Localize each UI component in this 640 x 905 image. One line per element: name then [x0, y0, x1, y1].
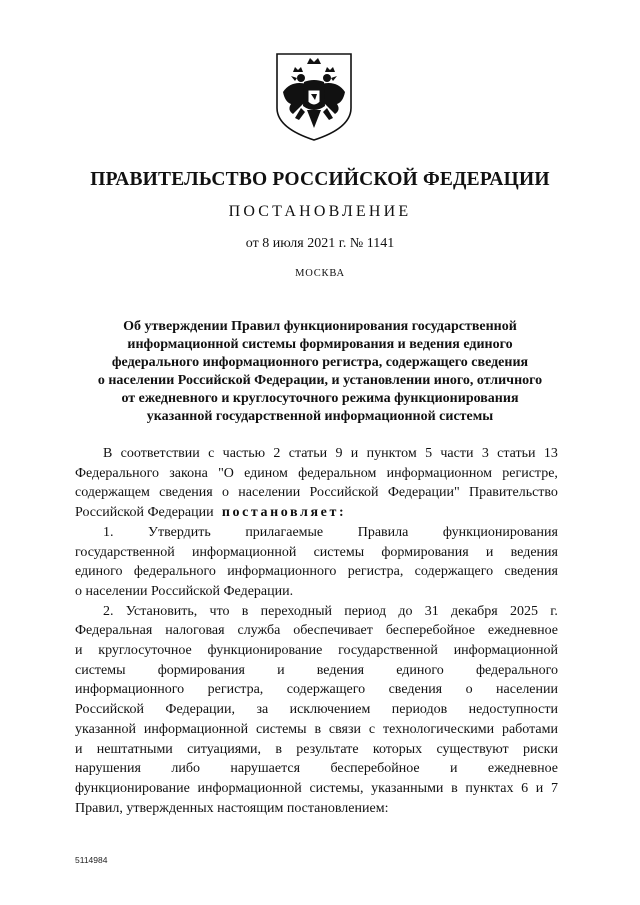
word: 2.	[103, 603, 114, 619]
word: о	[465, 682, 473, 698]
word: и	[277, 662, 285, 678]
heading-line: указанной государственной информационной системы	[146, 409, 494, 424]
word: и	[350, 446, 359, 461]
word: работами	[501, 721, 558, 737]
word: содержащего	[286, 682, 366, 698]
word: населении	[238, 485, 301, 501]
body-line	[75, 523, 558, 543]
word: сведения	[159, 485, 213, 501]
body-line	[75, 680, 558, 700]
word: риски	[522, 741, 558, 757]
decree-word: постановляет:	[221, 505, 347, 521]
word: пунктом	[366, 446, 417, 461]
body-line	[75, 740, 558, 760]
word: статьи	[288, 446, 328, 461]
word: содержащего	[414, 564, 494, 580]
word: прилагаемые	[245, 524, 324, 540]
word: системы	[313, 544, 365, 560]
body-text: Правил, утвержденных настоящим постановлением:	[75, 800, 389, 816]
word: результате	[296, 741, 359, 757]
body-line	[75, 661, 558, 681]
heading-line: федерального информационного регистра, содержащего сведения	[111, 355, 529, 370]
word: 2025	[509, 603, 538, 619]
word: системы	[256, 721, 307, 737]
word: 13	[543, 446, 558, 461]
word: технологическими	[382, 721, 495, 737]
word: ежедневное	[487, 623, 558, 639]
word: налоговая	[165, 623, 225, 639]
word: части	[440, 446, 474, 461]
body-line	[75, 582, 558, 602]
word: системы	[75, 662, 126, 678]
word: Правительство	[468, 485, 558, 501]
word: в	[314, 721, 322, 737]
word: соответствии	[120, 446, 200, 461]
resolution-heading	[60, 318, 580, 426]
word: что	[209, 603, 230, 619]
word: указанной	[75, 721, 137, 737]
word: и	[450, 761, 458, 777]
word: формирования	[157, 662, 245, 678]
word: информационной	[143, 721, 249, 737]
word: статьи	[497, 446, 536, 461]
word: информационной	[192, 544, 297, 560]
word: в	[275, 741, 282, 757]
word: частью	[222, 446, 266, 461]
word: информационной	[453, 643, 558, 659]
body-line	[75, 759, 558, 779]
word: 5	[425, 446, 433, 461]
word: федерального	[475, 662, 558, 678]
word: 31	[424, 603, 439, 619]
heading-line: от ежедневного и круглосуточного режима функционирования	[121, 391, 519, 406]
word: федеральном	[298, 465, 377, 481]
word: единого	[396, 662, 444, 678]
russian-coat-of-arms-icon	[271, 50, 357, 142]
word: Правила	[357, 524, 409, 540]
word: Российской	[75, 702, 144, 718]
word: 2	[273, 446, 281, 461]
heading-line: о населении Российской Федерации, и установлении иного, отличного	[97, 373, 543, 388]
word: декабря	[451, 603, 498, 619]
word: едином	[244, 465, 288, 481]
word: информационного	[227, 564, 337, 580]
word: связи	[328, 721, 362, 737]
word: ситуациями,	[187, 741, 262, 757]
word: и	[485, 544, 494, 560]
word: до	[398, 603, 413, 619]
word: 1.	[103, 524, 114, 540]
word: и	[75, 741, 83, 757]
body-line	[75, 621, 558, 641]
word: содержащем	[75, 485, 150, 501]
word: нештатными	[96, 741, 173, 757]
body-line	[75, 602, 558, 622]
word: недоступности	[468, 702, 558, 718]
word: "О	[218, 465, 234, 481]
body-line	[75, 444, 558, 464]
word: регистра,	[207, 682, 264, 698]
word: ведения	[316, 662, 365, 678]
word: функционирования	[442, 524, 558, 540]
word: населении	[496, 682, 558, 698]
body-text: Российской Федерации	[75, 505, 214, 521]
body-line	[75, 464, 558, 484]
word: круглосуточное	[98, 643, 192, 659]
word: г.	[550, 603, 558, 619]
word: 9	[335, 446, 343, 461]
word: исключением	[289, 702, 371, 718]
word: за	[256, 702, 269, 718]
document-code: 5114984	[75, 855, 108, 865]
body-line	[75, 799, 558, 819]
word: бесперебойное	[385, 623, 475, 639]
word: ежедневное	[487, 761, 558, 777]
word: в	[451, 780, 458, 796]
word: единого	[75, 564, 123, 580]
word: регистра,	[347, 564, 404, 580]
word: функционирование	[75, 780, 190, 796]
document-city: МОСКВА	[295, 268, 345, 279]
word: обеспечивает	[293, 623, 373, 639]
word: федерального	[133, 564, 216, 580]
word: регистре,	[502, 465, 558, 481]
word: нарушается	[230, 761, 301, 777]
heading-line: Об утверждении Правил функционирования государственной	[123, 319, 517, 334]
word: Российской	[309, 485, 379, 501]
heading-line: информационной системы формирования и ведения единого	[127, 337, 513, 352]
word: период	[344, 603, 387, 619]
word: информационного	[75, 682, 185, 698]
government-title: ПРАВИТЕЛЬСТВО РОССИЙСКОЙ ФЕДЕРАЦИИ	[90, 168, 550, 190]
word: либо	[171, 761, 200, 777]
word: 6	[521, 780, 529, 796]
word: существуют	[436, 741, 509, 757]
body-line	[75, 641, 558, 661]
word: периодов	[391, 702, 448, 718]
word: пунктах	[465, 780, 514, 796]
word: функционирование	[207, 643, 323, 659]
word: нарушения	[75, 761, 141, 777]
word: 3	[481, 446, 489, 461]
body-line	[75, 543, 558, 563]
word: о	[222, 485, 229, 501]
body-text: о населении Российской Федерации.	[75, 583, 294, 599]
word: сведения	[504, 564, 558, 580]
word: бесперебойное	[330, 761, 420, 777]
body-line	[75, 483, 558, 503]
document-body	[75, 444, 558, 818]
body-line	[75, 562, 558, 582]
word: ведения	[510, 544, 558, 560]
word: формирования	[381, 544, 469, 560]
word: которых	[372, 741, 423, 757]
word: в	[241, 603, 249, 619]
body-line	[75, 779, 558, 799]
body-line	[75, 503, 558, 523]
word: закона	[169, 465, 208, 481]
body-line	[75, 700, 558, 720]
word: с	[368, 721, 376, 737]
word: Установить,	[125, 603, 198, 619]
word: переходный	[260, 603, 332, 619]
word: информационном	[386, 465, 493, 481]
word: 7	[550, 780, 558, 796]
word: государственной	[338, 643, 438, 659]
word: системы,	[309, 780, 364, 796]
word: государственной	[75, 544, 175, 560]
word: сведения	[388, 682, 443, 698]
word: указанными	[371, 780, 444, 796]
word: служба	[237, 623, 281, 639]
word: В	[103, 446, 113, 461]
document-type: ПОСТАНОВЛЕНИЕ	[228, 203, 412, 220]
word: информационной	[197, 780, 302, 796]
word: Федерации,	[165, 702, 236, 718]
word: Утвердить	[148, 524, 211, 540]
word: и	[535, 780, 544, 796]
document-date-number: от 8 июля 2021 г. № 1141	[245, 236, 395, 251]
word: Федеральная	[75, 623, 153, 639]
word: Федерации"	[387, 485, 460, 501]
word: и	[75, 643, 83, 659]
word: Федерального	[75, 465, 160, 481]
word: с	[208, 446, 215, 461]
body-line	[75, 720, 558, 740]
